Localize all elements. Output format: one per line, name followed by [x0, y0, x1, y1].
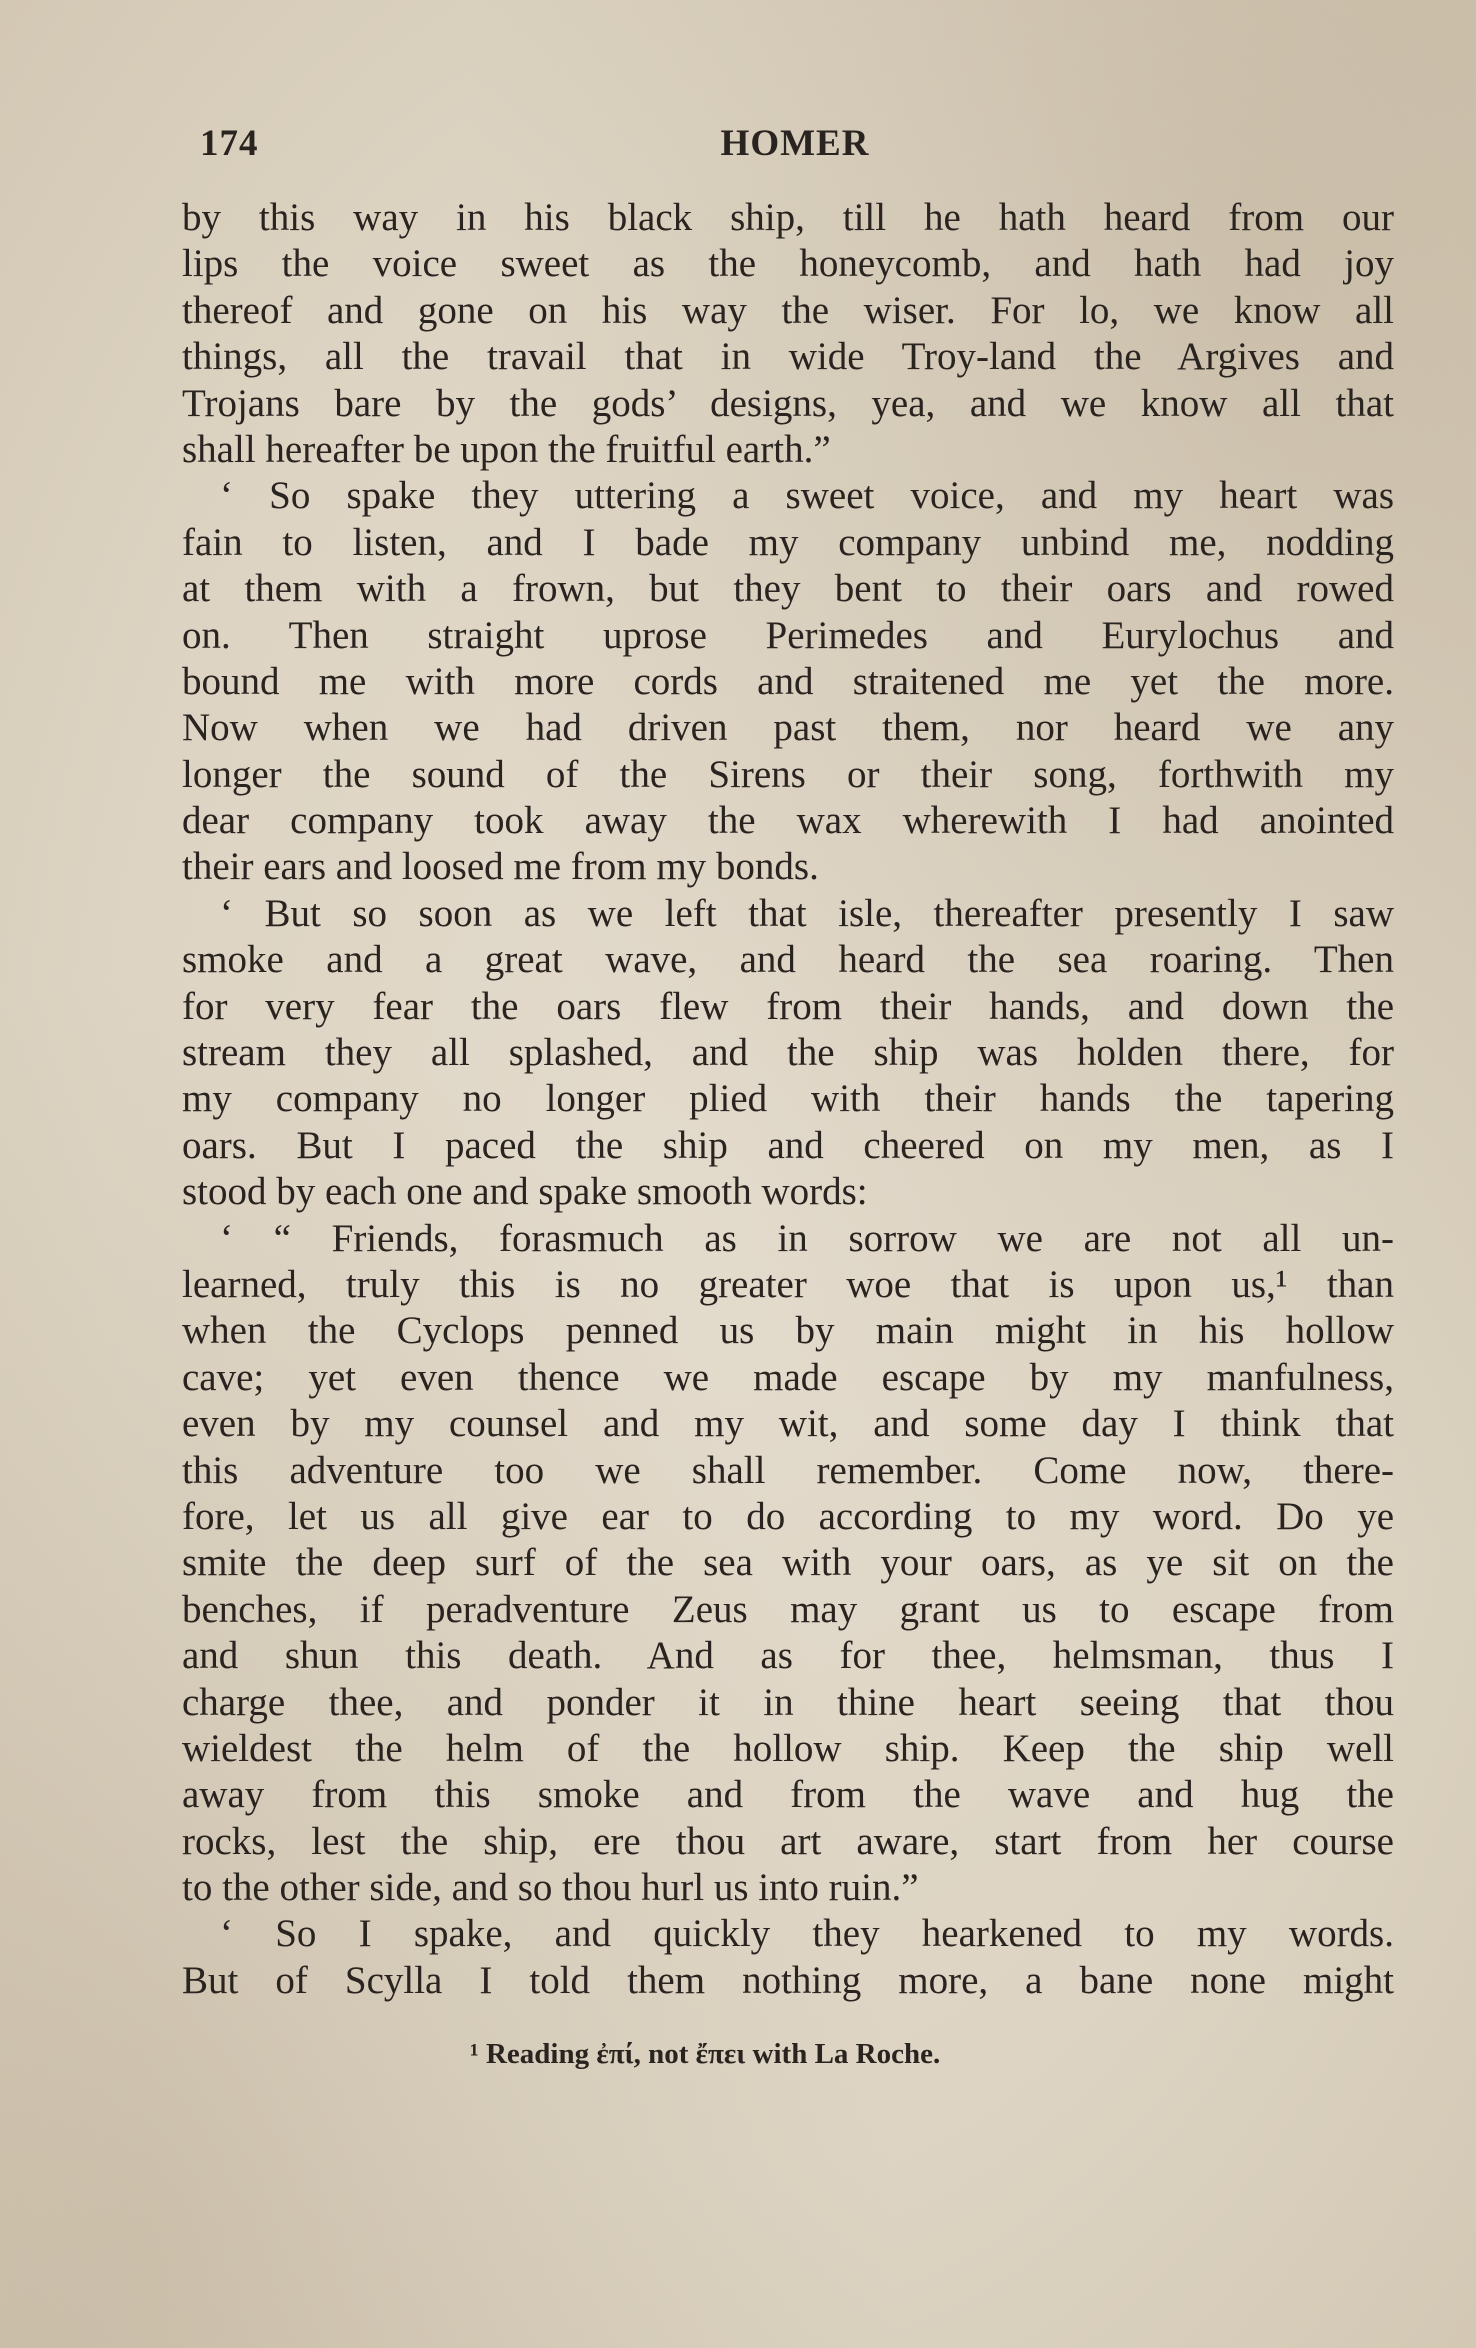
- text-line: lips the voice sweet as the honeycomb, and hath had joy: [182, 242, 1394, 286]
- text-line: when the Cyclops penned us by main might in his hollow: [182, 1309, 1394, 1353]
- text-line: dear company took away the wax wherewith I had anointed: [182, 799, 1394, 843]
- text-line: rocks, lest the ship, ere thou art aware, start from her course: [182, 1819, 1394, 1863]
- text-line: things, all the travail that in wide Troy-land the Argives and: [182, 335, 1394, 379]
- text-line: stream they all splashed, and the ship was holden there, for: [182, 1031, 1394, 1075]
- text-line: away from this smoke and from the wave and hug the: [182, 1773, 1394, 1817]
- text-line: thereof and gone on his way the wiser. For lo, we know all: [182, 288, 1394, 332]
- text-line: fore, let us all give ear to do according to my word. Do ye: [182, 1494, 1394, 1538]
- text-line: ‘ But so soon as we left that isle, thereafter presently I saw: [220, 891, 1394, 935]
- text-line: charge thee, and ponder it in thine heart seeing that thou: [182, 1680, 1394, 1724]
- text-line: this adventure too we shall remember. Come now, there-: [182, 1448, 1394, 1492]
- text-line: smoke and a great wave, and heard the sea roaring. Then: [182, 938, 1394, 982]
- text-line: my company no longer plied with their hands the tapering: [182, 1077, 1394, 1121]
- text-line: longer the sound of the Sirens or their song, forthwith my: [182, 752, 1394, 796]
- text-line: fain to listen, and I bade my company unbind me, nodding: [182, 520, 1394, 564]
- text-line: Trojans bare by the gods’ designs, yea, and we know all that: [182, 381, 1394, 425]
- text-line: stood by each one and spake smooth words:: [182, 1170, 868, 1214]
- text-line: and shun this death. And as for thee, helmsman, thus I: [182, 1634, 1394, 1678]
- text-line: learned, truly this is no greater woe that is upon us,¹ than: [182, 1262, 1394, 1306]
- text-line: ‘ “ Friends, forasmuch as in sorrow we are not all un-: [220, 1216, 1394, 1260]
- running-title: HOMER: [720, 123, 870, 164]
- text-line: at them with a frown, but they bent to their oars and rowed: [182, 567, 1394, 611]
- text-line: ‘ So spake they uttering a sweet voice, and my heart was: [220, 474, 1394, 518]
- text-line: benches, if peradventure Zeus may grant us to escape from: [182, 1587, 1394, 1631]
- text-line: by this way in his black ship, till he hath heard from our: [182, 196, 1394, 239]
- text-line: smite the deep surf of the sea with your oars, as ye sit on the: [182, 1541, 1394, 1585]
- text-line: even by my counsel and my wit, and some day I think that: [182, 1402, 1394, 1446]
- page-number: 174: [200, 123, 259, 164]
- text-line: on. Then straight uprose Perimedes and Eurylochus and: [182, 613, 1394, 657]
- text-line: their ears and loosed me from my bonds.: [182, 845, 819, 889]
- text-line: Now when we had driven past them, nor heard we any: [182, 706, 1394, 750]
- text-line: ‘ So I spake, and quickly they hearkened to my words.: [220, 1912, 1394, 1956]
- text-line: oars. But I paced the ship and cheered on my men, as I: [182, 1123, 1394, 1167]
- text-line: for very fear the oars flew from their hands, and down the: [182, 984, 1394, 1028]
- text-line: cave; yet even thence we made escape by my manfulness,: [182, 1355, 1394, 1399]
- text-line: bound me with more cords and straitened me yet the more.: [182, 659, 1394, 703]
- text-line: wieldest the helm of the hollow ship. Keep the ship well: [182, 1726, 1394, 1770]
- text-line: to the other side, and so thou hurl us into ruin.”: [182, 1866, 919, 1910]
- body-text: [182, 195, 1394, 2004]
- text-line: But of Scylla I told them nothing more, a bane none might: [182, 1958, 1394, 2002]
- text-line: shall hereafter be upon the fruitful earth.”: [182, 427, 831, 471]
- footnote: ¹ Reading ἐπί, not ἔπει with La Roche.: [470, 2038, 941, 2070]
- page-header: [200, 122, 1390, 172]
